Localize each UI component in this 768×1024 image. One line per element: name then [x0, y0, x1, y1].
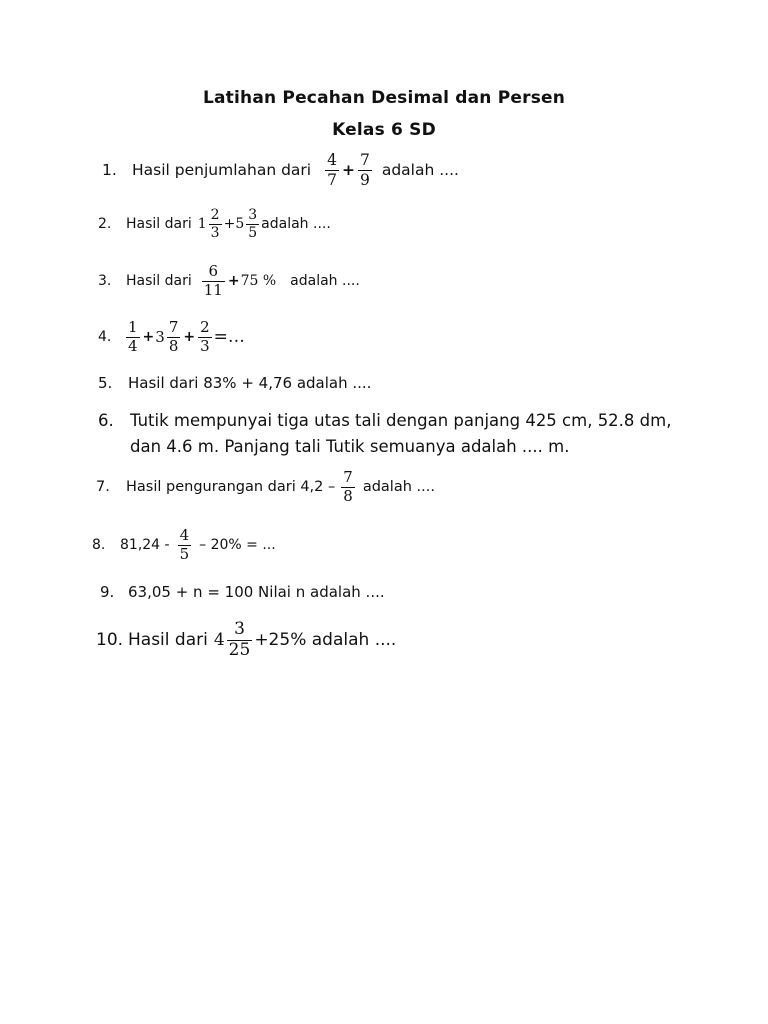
- fraction: [198, 317, 212, 355]
- numerator: 1: [128, 317, 138, 336]
- question-number: 2.: [98, 216, 112, 232]
- denominator: 4: [128, 336, 138, 355]
- question-tail: adalah ....: [381, 161, 459, 179]
- fraction: [209, 208, 222, 240]
- question-number: 9.: [100, 583, 115, 601]
- numerator: 4: [179, 525, 190, 544]
- numerator: 7: [168, 317, 179, 336]
- question-number: 6.: [98, 410, 114, 430]
- question-number: 3.: [98, 273, 112, 289]
- question-1: [102, 150, 459, 190]
- whole-number: 4: [213, 630, 225, 650]
- fraction: [227, 618, 253, 660]
- question-tail: adalah ....: [290, 273, 360, 289]
- fraction: [341, 467, 355, 505]
- question-3: [98, 260, 360, 302]
- question-tail: =…: [213, 327, 245, 347]
- fraction: [358, 152, 372, 188]
- question-text: Hasil pengurangan dari 4,2 –: [126, 479, 336, 495]
- question-7: [96, 466, 435, 508]
- fraction: [202, 261, 225, 299]
- fraction: [167, 317, 181, 355]
- fraction: [325, 152, 339, 188]
- denominator: 3: [210, 224, 220, 241]
- question-tail: adalah ....: [362, 479, 435, 495]
- question-number: 4.: [98, 329, 112, 345]
- percent-value: 75 %: [240, 273, 277, 289]
- question-number: 10.: [96, 630, 124, 650]
- numerator: 2: [210, 206, 220, 223]
- numerator: 2: [200, 317, 210, 336]
- question-9: [100, 581, 385, 603]
- question-text-line-2: dan 4.6 m. Panjang tali Tutik semuanya adalah .... m.: [130, 436, 570, 456]
- whole-number: 1: [197, 216, 207, 232]
- question-8: [92, 524, 276, 566]
- question-number: 7.: [96, 479, 110, 495]
- denominator: 5: [248, 224, 258, 241]
- numerator: 3: [248, 206, 258, 223]
- operator: +: [142, 329, 155, 345]
- question-4: [98, 316, 245, 358]
- denominator: 9: [359, 170, 370, 189]
- question-10: [96, 614, 396, 666]
- question-5: [98, 372, 371, 394]
- denominator: 11: [203, 280, 223, 299]
- question-text: 81,24 -: [120, 537, 170, 553]
- numerator: 4: [327, 151, 337, 170]
- worksheet-subtitle: Kelas 6 SD: [332, 120, 436, 140]
- numerator: 6: [208, 261, 219, 280]
- question-6-continuation: [130, 434, 569, 458]
- operator: +: [341, 161, 355, 179]
- question-tail: – 20% = ...: [199, 537, 276, 553]
- numerator: 3: [234, 618, 245, 639]
- denominator: 25: [228, 639, 251, 660]
- question-tail: adalah ....: [261, 216, 331, 232]
- question-tail: +25% adalah ....: [254, 630, 397, 650]
- fraction: [246, 208, 259, 240]
- denominator: 3: [200, 336, 210, 355]
- denominator: 7: [327, 170, 337, 189]
- fraction: [126, 317, 140, 355]
- question-text: Hasil penjumlahan dari: [132, 161, 312, 179]
- denominator: 8: [168, 336, 179, 355]
- whole-number: 3: [155, 328, 165, 346]
- question-number: 5.: [98, 374, 113, 392]
- question-2: [98, 204, 331, 244]
- question-text: Hasil dari 83% + 4,76 adalah ....: [128, 374, 372, 392]
- question-text: Hasil dari: [126, 273, 192, 289]
- question-text-line-1: Tutik mempunyai tiga utas tali dengan panjang 425 cm, 52.8 dm,: [130, 410, 672, 430]
- fraction: [178, 525, 192, 563]
- operator: +: [183, 329, 196, 345]
- question-text: Hasil dari: [128, 630, 208, 650]
- question-6: [98, 408, 671, 432]
- question-number: 8.: [92, 537, 106, 553]
- denominator: 5: [179, 544, 190, 563]
- operator: +: [227, 273, 240, 289]
- question-text: Hasil dari: [126, 216, 192, 232]
- operator: +: [223, 216, 236, 232]
- question-number: 1.: [102, 161, 117, 179]
- question-text: 63,05 + n = 100 Nilai n adalah ....: [128, 583, 385, 601]
- whole-number: 5: [235, 216, 245, 232]
- worksheet-title: Latihan Pecahan Desimal dan Persen: [202, 88, 566, 108]
- numerator: 7: [343, 467, 353, 486]
- numerator: 7: [359, 151, 370, 170]
- denominator: 8: [343, 486, 353, 505]
